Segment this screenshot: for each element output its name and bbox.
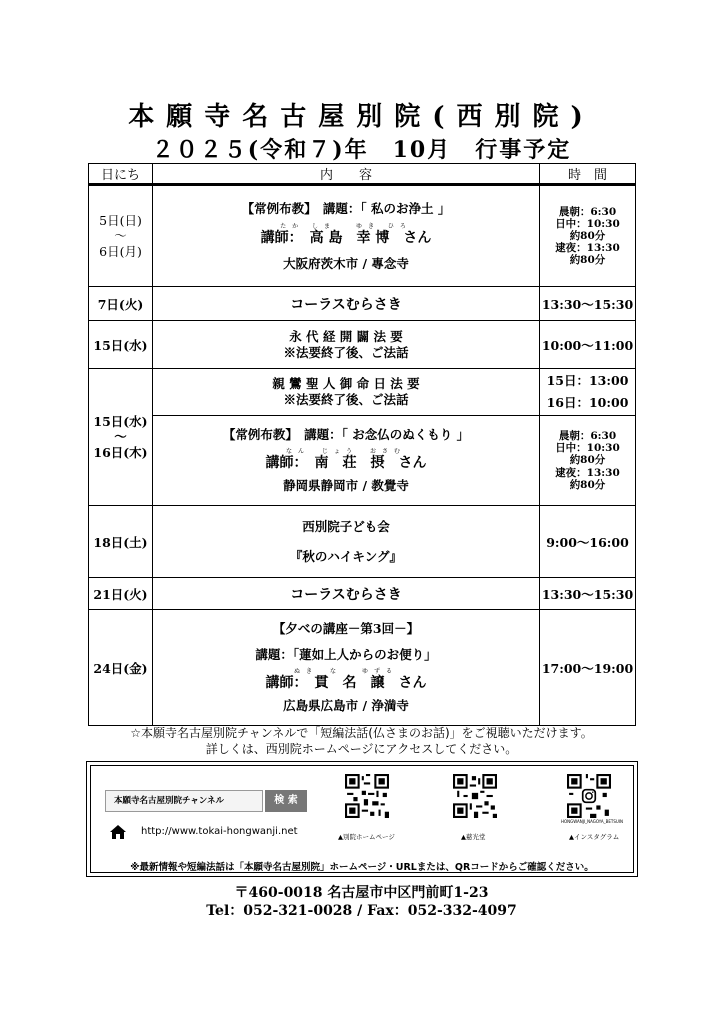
header-date: 日にち [89, 164, 153, 185]
table-row [89, 369, 636, 416]
temple-name: 本願寺名古屋別院(西別院) [128, 102, 595, 132]
time-cell: 17:00～19:00 [540, 610, 636, 726]
time-cell: 9:00～16:00 [540, 506, 636, 578]
content-cell: 【常例布教】 講題：「 お念仏のぬくもり 」 なん じょう おさむ 講師： 南 荘 摂 さん 静岡県静岡市 / 教覺寺 [153, 416, 540, 506]
content-cell: 【夕べの講座－第3回－】 講題：「蓮如上人からのお便り」 ぬき な ゆずる 講師： 貫 名 譲 さん 広島県広島市 / 浄満寺 [153, 610, 540, 726]
time-cell: 13:30～15:30 [540, 287, 636, 321]
address-block [0, 884, 723, 920]
date-cell: 5日(日) ～ 6日(月) [89, 185, 153, 287]
website-url: http://www.tokai-hongwanji.net [141, 826, 298, 837]
instagram-caption: HONGWANJI_NAGOYA_BETSUIN [561, 819, 623, 824]
time-cell: 13:30～15:30 [540, 578, 636, 610]
time-cell: 晨朝：6:30 日中：10:30 約80分 逮夜：13:30 約80分 [540, 185, 636, 287]
date-cell: 15日(水) [89, 321, 153, 369]
date-cell: 24日(金) [89, 610, 153, 726]
search-button: 検 索 [265, 790, 307, 812]
qr-code [345, 774, 389, 818]
content-cell: 西別院子ども会 『秋のハイキング』 [153, 506, 540, 578]
date-cell: 15日(水) ～ 16日(木) [89, 369, 153, 506]
content-cell: 永 代 経 開 闢 法 要 ※法要終了後、ご法話 [153, 321, 540, 369]
qr-label-instagram: ▲インスタグラム [569, 833, 620, 841]
date-cell: 21日(火) [89, 578, 153, 610]
table-row [89, 287, 636, 321]
content-cell: 親 鸞 聖 人 御 命 日 法 要 ※法要終了後、ご法話 [153, 369, 540, 416]
time-cell: 15日：13:00 16日：10:00 [540, 369, 636, 416]
table-header-row [89, 164, 636, 185]
channel-search-text: 本願寺名古屋別院チャンネル [105, 790, 263, 812]
channel-info-box [86, 761, 638, 877]
schedule-title: ２０２５(令和７)年 10月 行事予定 [151, 137, 572, 163]
qr-code [567, 774, 611, 818]
table-row [89, 185, 636, 287]
header-time: 時 間 [540, 164, 636, 185]
qr-code [453, 774, 497, 818]
date-cell: 7日(火) [89, 287, 153, 321]
time-cell: 10:00～11:00 [540, 321, 636, 369]
content-cell: 【常例布教】 講題：「 私のお浄土 」 たか しま ゆき ひろ 講師： 高 島 幸 博 さん 大阪府茨木市 / 專念寺 [153, 185, 540, 287]
qr-label-homepage: ▲別院ホームページ [338, 833, 395, 841]
postal-address: 〒460-0018 名古屋市中区門前町1-23 [234, 885, 489, 901]
content-cell: コーラスむらさき [153, 287, 540, 321]
schedule-table [88, 163, 636, 726]
channel-footer-note: ※最新情報や短編法話は「本願寺名古屋別院」ホームページ・URLまたは、QRコードからご確認ください。 [130, 862, 594, 873]
table-row [89, 506, 636, 578]
table-row [89, 416, 636, 506]
table-row [89, 610, 636, 726]
phone-fax: Tel：052-321-0028 / Fax：052-332-4097 [206, 903, 517, 920]
table-row [89, 321, 636, 369]
channel-notice: ☆本願寺名古屋別院チャンネルで「短編法話(仏さまのお話)」をご視聴いただけます。 詳しくは、西別院ホームページにアクセスしてください。 [130, 726, 593, 756]
content-cell: コーラスむらさき [153, 578, 540, 610]
qr-label-jikodo: ▲慈光堂 [461, 833, 486, 841]
table-row [89, 578, 636, 610]
home-icon [109, 824, 127, 840]
header-content: 内 容 [153, 164, 540, 185]
date-cell: 18日(土) [89, 506, 153, 578]
time-cell: 晨朝：6:30 日中：10:30 約80分 逮夜：13:30 約80分 [540, 416, 636, 506]
